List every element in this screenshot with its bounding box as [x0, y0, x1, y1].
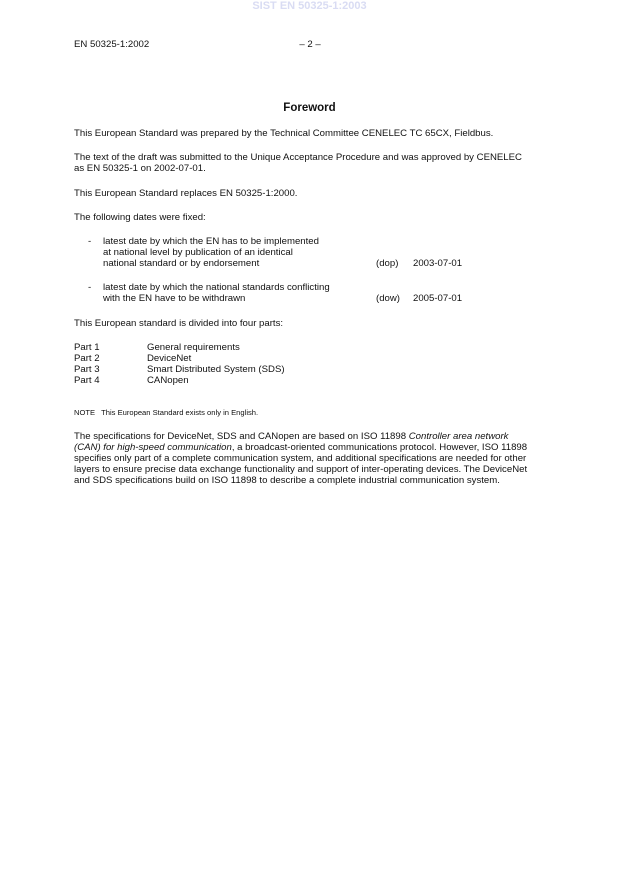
paragraph-line [74, 431, 566, 442]
paragraph-specifications [74, 431, 566, 486]
paragraph-prepared-by: This European Standard was prepared by the Technical Committee CENELEC TC 65CX, Fieldbus. [74, 128, 494, 139]
note-label: NOTE [74, 408, 96, 417]
text-run: The specifications for DeviceNet, SDS and CANopen are based on ISO 11898 [74, 431, 409, 442]
part-number: Part 3 [74, 364, 100, 375]
paragraph-dates-intro: The following dates were fixed: [74, 212, 206, 223]
date-item-line: latest date by which the national standards conflicting [103, 282, 330, 293]
text-run-italic: (CAN) for high-speed communication [74, 442, 232, 453]
date-item-dow-text [103, 282, 373, 304]
part-name: DeviceNet [147, 353, 192, 364]
paragraph-line: specifies only part of a complete communication system, and additional specifications are needed for other [74, 453, 527, 464]
paragraph-line [74, 442, 566, 453]
date-value-dop: 2003-07-01 [413, 258, 463, 269]
list-bullet: - [88, 236, 92, 247]
text-run: , a broadcast-oriented communications protocol. However, ISO 11898 [231, 442, 528, 453]
section-title: Foreword [283, 102, 336, 114]
part-number: Part 4 [74, 375, 100, 386]
part-name: CANopen [147, 375, 189, 386]
part-number: Part 1 [74, 342, 100, 353]
note [74, 408, 258, 417]
date-code-dop: (dop) [376, 258, 399, 269]
date-item-line: latest date by which the EN has to be implemented [103, 236, 319, 247]
note-text: This European Standard exists only in English. [101, 408, 259, 417]
paragraph-approval-line: as EN 50325-1 on 2002-07-01. [74, 163, 206, 174]
date-code-dow: (dow) [376, 293, 400, 304]
part-name: General requirements [147, 342, 240, 353]
date-item-dop-text [103, 236, 373, 269]
text-run-italic: Controller area network [408, 431, 509, 442]
watermark: SIST EN 50325-1:2003 [252, 0, 367, 12]
date-item-line: national standard or by endorsement [103, 258, 260, 269]
paragraph-line: and SDS specifications build on ISO 11898 to describe a complete industrial communication system. [74, 475, 500, 486]
list-bullet: - [88, 282, 92, 293]
header-page-number: – 2 – [299, 39, 321, 50]
date-value-dow: 2005-07-01 [413, 293, 463, 304]
paragraph-line: layers to ensure precise data exchange functionality and support of inter-operating devices. The DeviceNet [74, 464, 528, 475]
paragraph-replaces: This European Standard replaces EN 50325-1:2000. [74, 188, 298, 199]
part-name: Smart Distributed System (SDS) [147, 364, 285, 375]
date-item-line: at national level by publication of an identical [103, 247, 293, 258]
header-document-id: EN 50325-1:2002 [74, 39, 150, 50]
part-number: Part 2 [74, 353, 100, 364]
paragraph-approval [74, 152, 566, 174]
paragraph-approval-line: The text of the draft was submitted to the Unique Acceptance Procedure and was approved by CENELEC [74, 152, 522, 163]
date-item-line: with the EN have to be withdrawn [103, 293, 246, 304]
paragraph-parts-intro: This European standard is divided into four parts: [74, 318, 284, 329]
